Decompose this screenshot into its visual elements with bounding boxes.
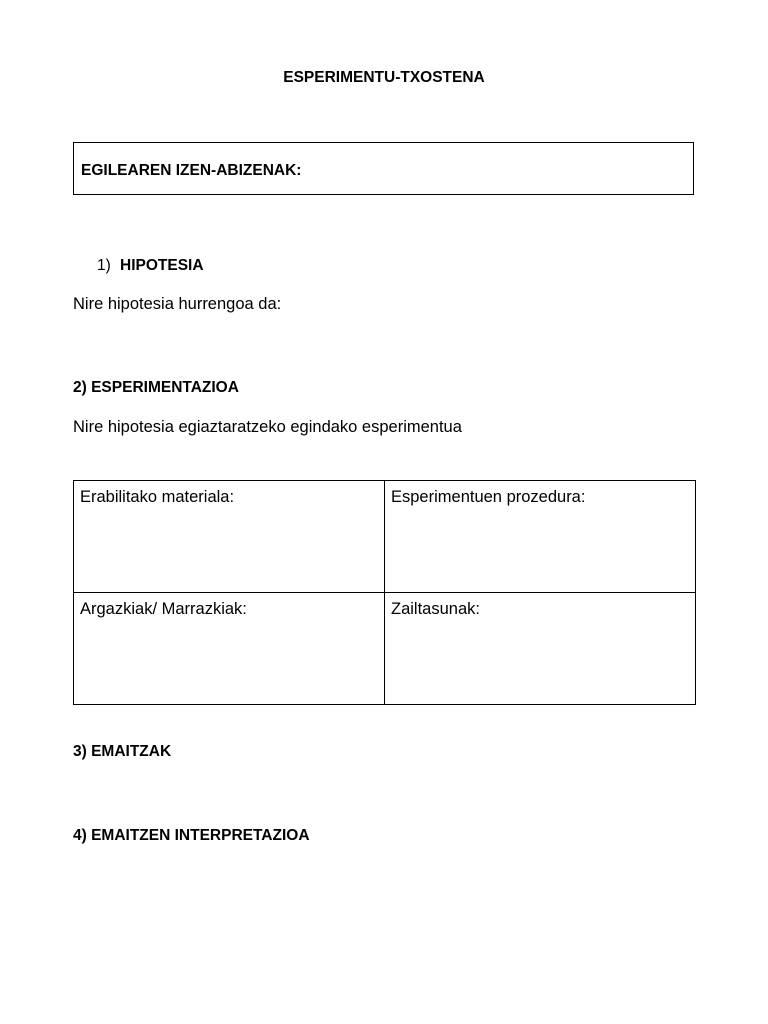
section-4-heading: 4) EMAITZEN INTERPRETAZIOA [73, 827, 310, 844]
materials-label: Erabilitako materiala: [80, 488, 235, 506]
procedure-cell[interactable] [385, 481, 696, 593]
section-1-text: Nire hipotesia hurrengoa da: [73, 295, 282, 313]
photos-drawings-label: Argazkiak/ Marrazkiak: [80, 600, 247, 618]
difficulties-label: Zailtasunak: [391, 600, 480, 618]
author-name-label: EGILEAREN IZEN-ABIZENAK: [81, 162, 302, 179]
procedure-label: Esperimentuen prozedura: [391, 488, 586, 506]
photos-drawings-cell[interactable] [74, 593, 385, 705]
section-2-text: Nire hipotesia egiaztaratzeko egindako esperimentua [73, 418, 462, 436]
difficulties-cell[interactable] [385, 593, 696, 705]
experiment-table [73, 480, 696, 705]
materials-cell[interactable] [74, 481, 385, 593]
section-1-heading: HIPOTESIA [120, 257, 204, 274]
table-row [74, 593, 696, 705]
section-3-heading: 3) EMAITZAK [73, 743, 172, 760]
table-row [74, 481, 696, 593]
section-2-heading: 2) ESPERIMENTAZIOA [73, 379, 239, 396]
section-1-number: 1) [97, 257, 111, 274]
author-name-box[interactable] [73, 142, 694, 195]
document-title: ESPERIMENTU-TXOSTENA [283, 69, 485, 86]
